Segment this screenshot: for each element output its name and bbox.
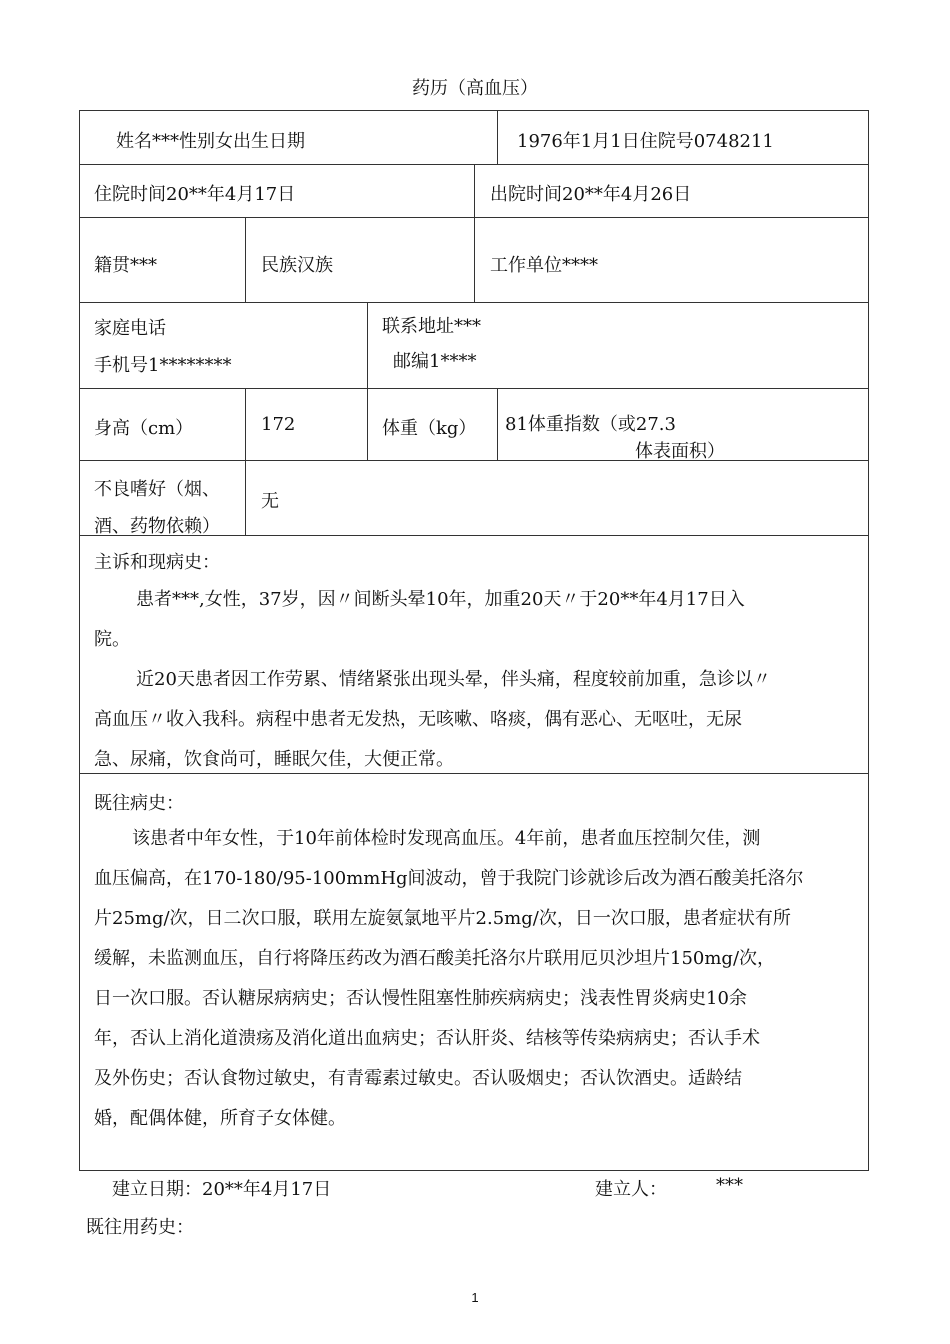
work-unit: 工作单位****: [490, 255, 598, 276]
text-line: 片25mg/次，日二次口服，联用左旋氨氯地平片2.5mg/次，日一次口服，患者症状有所: [94, 908, 791, 929]
text-line: 日一次口服。否认糖尿病病史；否认慢性阻塞性肺疾病病史；浅表性胃炎病史10余: [94, 988, 747, 1009]
history-heading: 既往病史：: [94, 793, 184, 814]
mobile-number: 手机号1********: [94, 355, 232, 376]
text-line: 急、尿痛，饮食尚可，睡眠欠佳，大便正常。: [94, 749, 454, 770]
created-date: 建立日期：20**年4月17日: [112, 1179, 332, 1200]
postcode: 邮编1****: [393, 351, 477, 372]
table-rule: [79, 388, 869, 389]
admission-time: 住院时间20**年4月17日: [94, 184, 296, 205]
habits-label-line1: 不良嗜好（烟、: [94, 479, 220, 500]
height-label: 身高（cm）: [94, 418, 194, 439]
text-line: 院。: [94, 629, 130, 650]
text-line: 婚，配偶体健，所育子女体健。: [94, 1108, 346, 1129]
name-gender-dob-label: 姓名***性别女出生日期: [116, 131, 305, 152]
table-rule: [474, 164, 475, 302]
creator-label: 建立人：: [595, 1179, 667, 1200]
table-rule: [245, 388, 246, 535]
weight-bmi-value: 81体重指数（或27.3: [505, 414, 676, 435]
text-line: 患者***,女性，37岁，因〃间断头晕10年，加重20天〃于20**年4月17日入: [136, 589, 745, 610]
text-line: 缓解，未监测血压，自行将降压药改为酒石酸美托洛尔片联用厄贝沙坦片150mg/次，: [94, 948, 776, 969]
contact-address: 联系地址***: [382, 316, 481, 337]
page-number: 1: [471, 1290, 479, 1305]
table-rule: [79, 460, 869, 461]
text-line: 高血压〃收入我科。病程中患者无发热，无咳嗽、咯痰，偶有恶心、无呕吐，无尿: [94, 709, 742, 730]
text-line: 该患者中年女性，于10年前体检时发现高血压。4年前，患者血压控制欠佳，测: [132, 828, 761, 849]
text-line: 血压偏高，在170-180/95-100mmHg间波动，曾于我院门诊就诊后改为酒石酸美托洛尔: [94, 868, 804, 889]
creator-value: ***: [716, 1175, 743, 1196]
table-rule: [497, 388, 498, 460]
table-rule: [367, 302, 368, 460]
home-phone: 家庭电话: [94, 318, 166, 339]
past-medication-heading: 既往用药史：: [86, 1217, 194, 1238]
text-line: 近20天患者因工作劳累、情绪紧张出现头晕，伴头痛，程度较前加重，急诊以〃: [136, 669, 771, 690]
table-rule: [497, 110, 498, 164]
complaint-heading: 主诉和现病史：: [94, 552, 220, 573]
habits-label-line2: 酒、药物依赖）: [94, 516, 220, 537]
habits-value: 无: [261, 491, 279, 512]
ethnicity: 民族汉族: [261, 255, 333, 276]
text-line: 及外伤史；否认食物过敏史，有青霉素过敏史。否认吸烟史；否认饮酒史。适龄结: [94, 1068, 742, 1089]
body-surface-area-label: 体表面积）: [635, 441, 725, 462]
weight-label: 体重（kg）: [382, 418, 477, 439]
history-text: [94, 819, 864, 1139]
document-title: 药历（高血压）: [412, 78, 538, 99]
text-line: 年，否认上消化道溃疡及消化道出血病史；否认肝炎、结核等传染病病史；否认手术: [94, 1028, 760, 1049]
native-place: 籍贯***: [94, 255, 157, 276]
complaint-text: [94, 580, 864, 780]
table-rule: [79, 302, 869, 303]
height-value: 172: [261, 414, 296, 435]
dob-admission-number: 1976年1月1日住院号0748211: [517, 131, 774, 152]
table-rule: [245, 217, 246, 302]
discharge-time: 出院时间20**年4月26日: [490, 184, 692, 205]
